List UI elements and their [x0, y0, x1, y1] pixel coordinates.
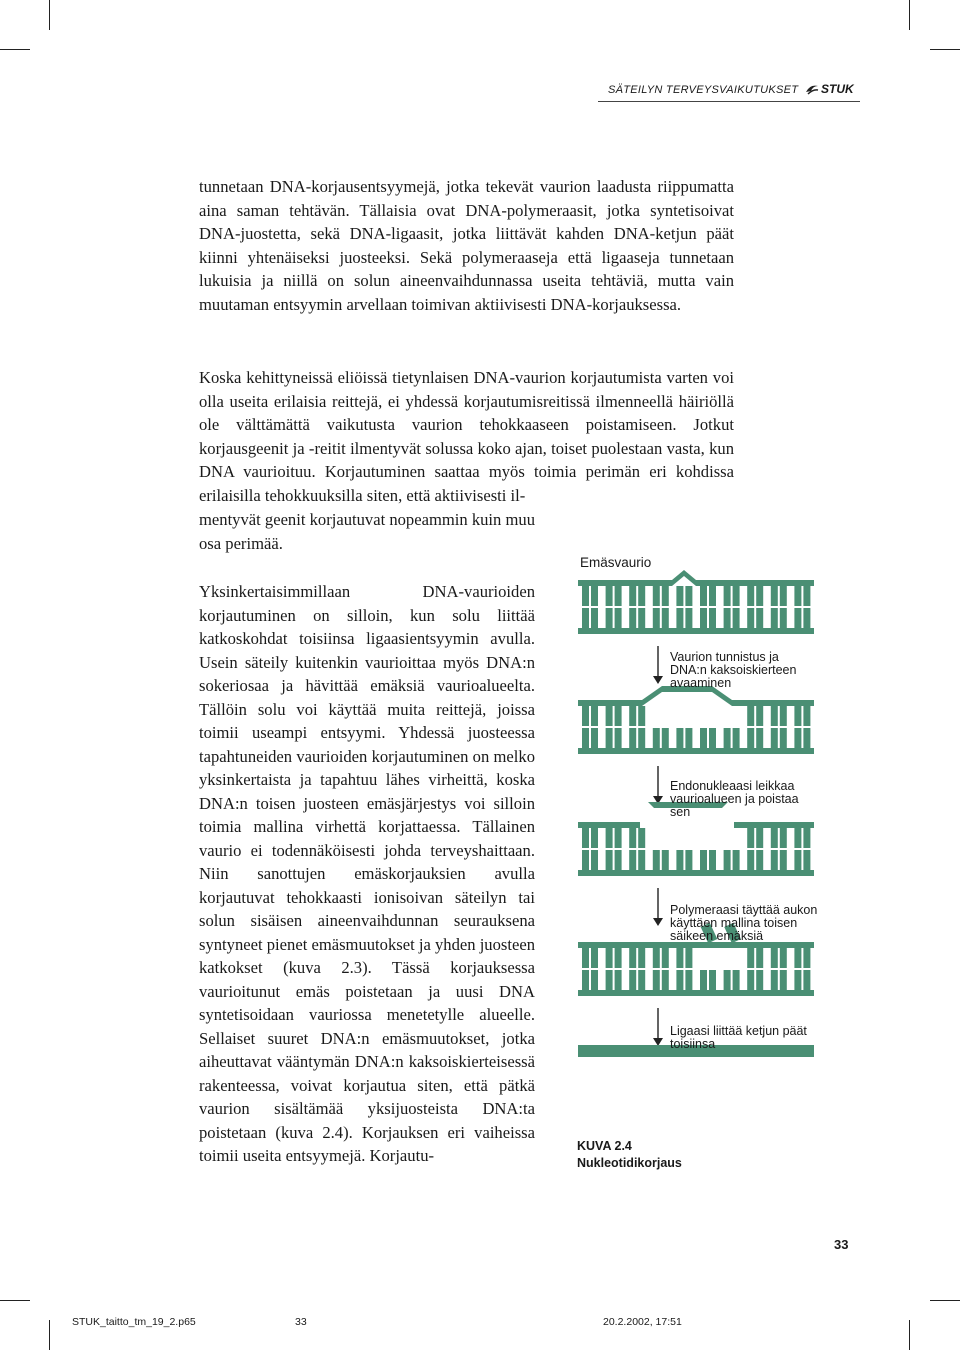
base-bottom [629, 608, 636, 628]
base-bottom [733, 850, 740, 870]
base-bottom [638, 608, 645, 628]
base-top [591, 948, 598, 968]
base-top [794, 706, 801, 726]
base-top [756, 706, 763, 726]
base-bottom [615, 970, 622, 990]
base-bottom [803, 850, 810, 870]
base-bottom [709, 970, 716, 990]
base-top [629, 828, 636, 848]
base-top [771, 828, 778, 848]
dna-strand-bottom [578, 870, 814, 876]
base-top [591, 828, 598, 848]
dna-strand-bottom [578, 628, 814, 634]
base-bottom [747, 608, 754, 628]
base-bottom [700, 970, 707, 990]
dna-strand-bottom [578, 990, 814, 996]
base-top [747, 706, 754, 726]
base-bottom [771, 728, 778, 748]
base-bottom [606, 850, 613, 870]
base-bottom [582, 728, 589, 748]
base-bottom [685, 728, 692, 748]
base-top [724, 586, 731, 606]
figure-caption [577, 1138, 682, 1172]
base-top [653, 586, 660, 606]
base-top [638, 586, 645, 606]
base-top [709, 586, 716, 606]
base-bottom [747, 850, 754, 870]
base-bottom [662, 850, 669, 870]
base-bottom [724, 728, 731, 748]
base-top [803, 828, 810, 848]
base-bottom [591, 608, 598, 628]
crop-mark [930, 49, 960, 50]
caption-title: Nukleotidikorjaus [577, 1156, 682, 1170]
base-bottom [629, 850, 636, 870]
base-bottom [780, 608, 787, 628]
base-top [747, 586, 754, 606]
arrow-head [653, 918, 663, 926]
base-bottom [709, 850, 716, 870]
base-top [676, 586, 683, 606]
base-damage-label: Emäsvaurio [580, 555, 652, 570]
base-bottom [756, 728, 763, 748]
base-bottom [653, 608, 660, 628]
base-top [780, 948, 787, 968]
step-1-label: Vaurion tunnistus ja DNA:n kaksoiskierteen avaaminen [670, 650, 797, 690]
crop-mark [0, 49, 30, 50]
base-top [733, 586, 740, 606]
base-top [591, 586, 598, 606]
footer-file: STUK_taitto_tm_19_2.p65 [72, 1316, 196, 1328]
dna-strand-top-left [578, 822, 640, 828]
base-top [582, 706, 589, 726]
base-bottom [709, 608, 716, 628]
base-bottom [653, 850, 660, 870]
base-top [582, 948, 589, 968]
base-top [582, 586, 589, 606]
base-top [685, 586, 692, 606]
base-bottom [676, 970, 683, 990]
stuk-logo-icon [805, 83, 819, 95]
base-top [662, 948, 669, 968]
paragraph-2: Koska kehittyneissä eliöissä tietynlaisen DNA-vaurion korjautumista varten voi olla useita erilaisia reittejä, ei yhdessä korjautumisreitissä ilmenneellä häiriöllä ole välttämättä vaikutusta vaurion tehokkaaseen poistamiseen. Jotkut korjausgeenit ja -reitit ilmentyvät solussa koko ajan, toiset puolestaan vasta, kun DNA vaurioituu. Korjautuminen saattaa myös toimia perimän eri kohdissa erilaisilla tehokkuuksilla siten, että aktiivisesti il- [199, 368, 734, 505]
base-bottom [700, 850, 707, 870]
header-rule [598, 101, 860, 102]
base-top [756, 948, 763, 968]
base-bottom [582, 608, 589, 628]
base-top [629, 706, 636, 726]
base-top [794, 586, 801, 606]
base-bottom [685, 608, 692, 628]
base-top [803, 586, 810, 606]
base-top [780, 828, 787, 848]
base-bottom [756, 608, 763, 628]
base-bottom [685, 970, 692, 990]
base-bottom [653, 728, 660, 748]
crop-mark [49, 1320, 50, 1350]
base-bottom [780, 728, 787, 748]
dna-strand-top-right [734, 822, 814, 828]
base-bottom [771, 608, 778, 628]
base-top [771, 586, 778, 606]
base-top [615, 948, 622, 968]
base-bottom [662, 970, 669, 990]
base-bottom [582, 970, 589, 990]
base-top [638, 828, 645, 848]
base-bottom [676, 850, 683, 870]
base-top [747, 948, 754, 968]
crop-mark [49, 0, 50, 30]
base-top [629, 586, 636, 606]
base-top [653, 948, 660, 968]
base-bottom [780, 850, 787, 870]
base-bottom [700, 608, 707, 628]
base-bottom [582, 850, 589, 870]
footer-datetime: 20.2.2002, 17:51 [603, 1316, 682, 1328]
base-bottom [638, 728, 645, 748]
step-4-label: Ligaasi liittää ketjun päät toisiinsa [670, 1024, 807, 1051]
base-top [756, 586, 763, 606]
base-top [606, 948, 613, 968]
base-bottom [591, 728, 598, 748]
base-bottom [615, 728, 622, 748]
base-bottom [638, 850, 645, 870]
base-bottom [733, 608, 740, 628]
base-top [803, 948, 810, 968]
base-top [685, 948, 692, 968]
base-top [700, 586, 707, 606]
dna-strand-top [578, 570, 814, 586]
base-top [606, 828, 613, 848]
base-bottom [771, 970, 778, 990]
base-top [771, 948, 778, 968]
base-bottom [803, 608, 810, 628]
base-bottom [685, 850, 692, 870]
base-top [615, 828, 622, 848]
base-bottom [756, 850, 763, 870]
base-top [615, 706, 622, 726]
crop-mark [0, 1300, 30, 1301]
base-bottom [591, 970, 598, 990]
base-bottom [756, 970, 763, 990]
running-title: SÄTEILYN TERVEYSVAIKUTUKSET [608, 84, 799, 96]
base-top [638, 948, 645, 968]
paragraph-2-continued: mentyvät geenit korjautuvat nopeammin kuin muu osa perimää. [199, 510, 535, 553]
base-bottom [709, 728, 716, 748]
base-top [591, 706, 598, 726]
base-bottom [733, 970, 740, 990]
base-top [606, 706, 613, 726]
footer-page: 33 [295, 1316, 307, 1328]
stuk-logo [805, 82, 854, 96]
base-bottom [638, 970, 645, 990]
base-top [747, 828, 754, 848]
base-top [606, 586, 613, 606]
base-bottom [724, 608, 731, 628]
step-3-label: Polymeraasi täyttää aukon käyttäen mallina toisen säikeen emäksiä [670, 903, 818, 943]
base-top [615, 586, 622, 606]
base-top [676, 948, 683, 968]
base-bottom [591, 850, 598, 870]
base-bottom [629, 970, 636, 990]
base-top [794, 948, 801, 968]
crop-mark [909, 0, 910, 30]
base-bottom [615, 850, 622, 870]
paragraph-1: tunnetaan DNA-korjausentsyymejä, jotka tekevät vaurion laadusta riippumatta aina saman tehtävän. Tällaisia ovat DNA-polymeraasit, jotka syntetisoivat DNA-juostetta, sekä DNA-ligaasit, jotka liittävät kahden DNA-ketjun päät kiinni yhtenäiseksi juosteeksi. Sekä polymeraaseja että ligaaseja tunnetaan lukuisia ja niillä on solun aineenvaihdunnassa useita tehtäviä, mutta vain muutaman entsyymin arvellaan toimivan aktiivisesti DNA-korjauksessa. [199, 177, 734, 314]
base-bottom [794, 608, 801, 628]
base-top [638, 706, 645, 726]
base-bottom [733, 728, 740, 748]
base-top [629, 948, 636, 968]
base-bottom [794, 850, 801, 870]
base-bottom [771, 850, 778, 870]
base-top [780, 586, 787, 606]
base-bottom [747, 728, 754, 748]
logo-text: STUK [821, 82, 854, 96]
base-bottom [803, 970, 810, 990]
base-bottom [676, 608, 683, 628]
base-top [662, 586, 669, 606]
paragraph-3: Yksinkertaisimmillaan DNA-vaurioiden korjautuminen on silloin, kun solu liittää katkoskohdat toisiinsa ligaasientsyymin avulla. Usein säteily kuitenkin vaurioittaa myös DNA:n sokeriosaa ja hävittää emäksiä vaurioalueelta. Tällöin solu voi käyttää muita reittejä, joissa toimii useampi entsyymi. Yhdessä juosteessa tapahtuneiden vaurioiden korjautuminen on melko yksinkertaista ja tapahtuu lähes virheittä, koska DNA:n toisen juosteen emäsjärjestys voi silloin toimia mallina virhettä korjattaessa. Tällainen vaurio ei todennäköisesti johda terveyshaittaan. Niin sanottujen emäskorjauksien avulla korjautuvat tehokkaasti ionisoivan säteilyn tai solun sisäisen aineenvaihdunnan seurauksena syntyneet pienet emäsmuutokset ja yhden juosteen katkokset (kuva 2.3). Tässä korjauksessa vaurioitunut emäs poistetaan ja uusi DNA syntetisoidaan vauriossa menetetylle alueelle. Sellaiset suuret DNA:n emäsmuutokset, jotka aiheuttavat vääntymän DNA:n kaksoiskierteisessä rakenteessa, voivat korjautua siten, että pätkä vaurion sisältämää yksijuosteista DNA:ta poistetaan (kuva 2.4). Korjauksen eri vaiheissa toimii useita entsyymejä. Korjautu- [199, 582, 535, 1165]
base-top [780, 706, 787, 726]
arrow-head [653, 1038, 663, 1046]
base-bottom [747, 970, 754, 990]
base-bottom [606, 970, 613, 990]
step-2-label: Endonukleaasi leikkaa vaurioalueen ja poistaa sen [670, 779, 799, 819]
base-bottom [662, 728, 669, 748]
base-top [771, 706, 778, 726]
base-bottom [606, 608, 613, 628]
caption-number: KUVA 2.4 [577, 1139, 632, 1153]
base-top [756, 828, 763, 848]
crop-mark [909, 1320, 910, 1350]
base-bottom [794, 970, 801, 990]
base-bottom [629, 728, 636, 748]
base-bottom [615, 608, 622, 628]
arrow-head [653, 676, 663, 684]
base-bottom [803, 728, 810, 748]
dna-strand-bottom [578, 748, 814, 754]
base-top [794, 828, 801, 848]
crop-mark [930, 1300, 960, 1301]
base-bottom [724, 970, 731, 990]
base-top [803, 706, 810, 726]
base-bottom [724, 850, 731, 870]
page-number: 33 [834, 1237, 849, 1252]
base-top [582, 828, 589, 848]
base-bottom [780, 970, 787, 990]
base-bottom [606, 728, 613, 748]
base-bottom [676, 728, 683, 748]
base-bottom [700, 728, 707, 748]
base-bottom [653, 970, 660, 990]
nucleotide-repair-figure [572, 552, 822, 1072]
base-bottom [662, 608, 669, 628]
base-bottom [794, 728, 801, 748]
